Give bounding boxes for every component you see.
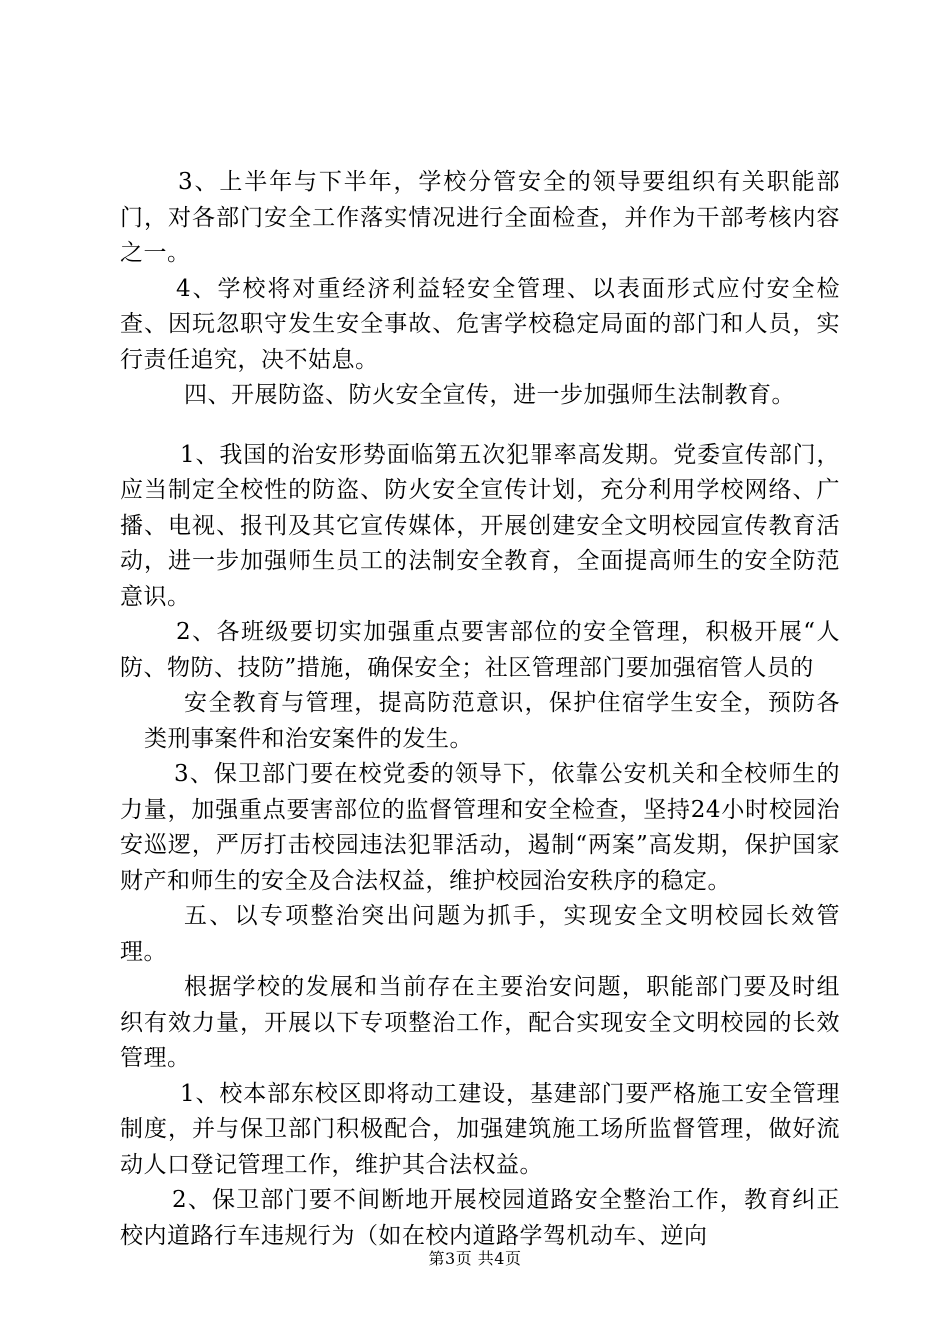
paragraph-4-accountability: 4、学校将对重经济利益轻安全管理、以表面形式应付安全检查、因玩忽职守发生安全事故、危害学校稳定局面的部门和人员，实行责任追究，决不姑息。: [120, 275, 840, 373]
page-footer: 第3页 共4页: [428, 1249, 522, 1268]
document-body: [120, 165, 840, 1254]
section-heading-5: 五、以专项整治突出问题为抓手，实现安全文明校园长效管理。: [120, 903, 840, 965]
paragraph-3-semiannual-inspection: 3、上半年与下半年，学校分管安全的领导要组织有关职能部门，对各部门安全工作落实情况进行全面检查，并作为干部考核内容之一。: [120, 169, 840, 266]
section-heading-4: 四、开展防盗、防火安全宣传，进一步加强师生法制教育。: [184, 382, 795, 408]
paragraph-3-security-dept: 3、保卫部门要在校党委的领导下，依靠公安机关和全校师生的力量，加强重点要害部位的监督管理和安全检查，坚持24小时校园治安巡逻，严厉打击校园违法犯罪活动，遏制“两案”高发期，保护国家财产和师生的安全及合法权益，维护校园治安秩序的稳定。: [120, 761, 840, 894]
paragraph-special-rectification: 根据学校的发展和当前存在主要治安问题，职能部门要及时组织有效力量，开展以下专项整治工作，配合实现安全文明校园的长效管理。: [120, 974, 840, 1071]
paragraph-1-construction: 1、校本部东校区即将动工建设，基建部门要严格施工安全管理制度，并与保卫部门积极配合，加强建筑施工场所监督管理，做好流动人口登记管理工作，维护其合法权益。: [120, 1080, 840, 1178]
paragraph-1-publicity: 1、我国的治安形势面临第五次犯罪率高发期。党委宣传部门，应当制定全校性的防盗、防火安全宣传计划，充分利用学校网络、广播、电视、报刊及其它宣传媒体，开展创建安全文明校园宣传教育活动，进一步加强师生员工的法制安全教育，全面提高师生的安全防范意识。: [120, 441, 840, 610]
paragraph-2-road-safety: 2、保卫部门要不间断地开展校园道路安全整治工作，教育纠正校内道路行车违规行为（如在校内道路学驾机动车、逆向: [120, 1187, 840, 1249]
paragraph-2-class-safety: 2、各班级要切实加强重点要害部位的安全管理，积极开展“人防、物防、技防”措施，确保安全；社区管理部门要加强宿管人员的: [120, 619, 840, 681]
spacer: [120, 414, 840, 438]
paragraph-2-continued: 安全教育与管理，提高防范意识，保护住宿学生安全，预防各类刑事案件和治安案件的发生。: [144, 690, 840, 752]
